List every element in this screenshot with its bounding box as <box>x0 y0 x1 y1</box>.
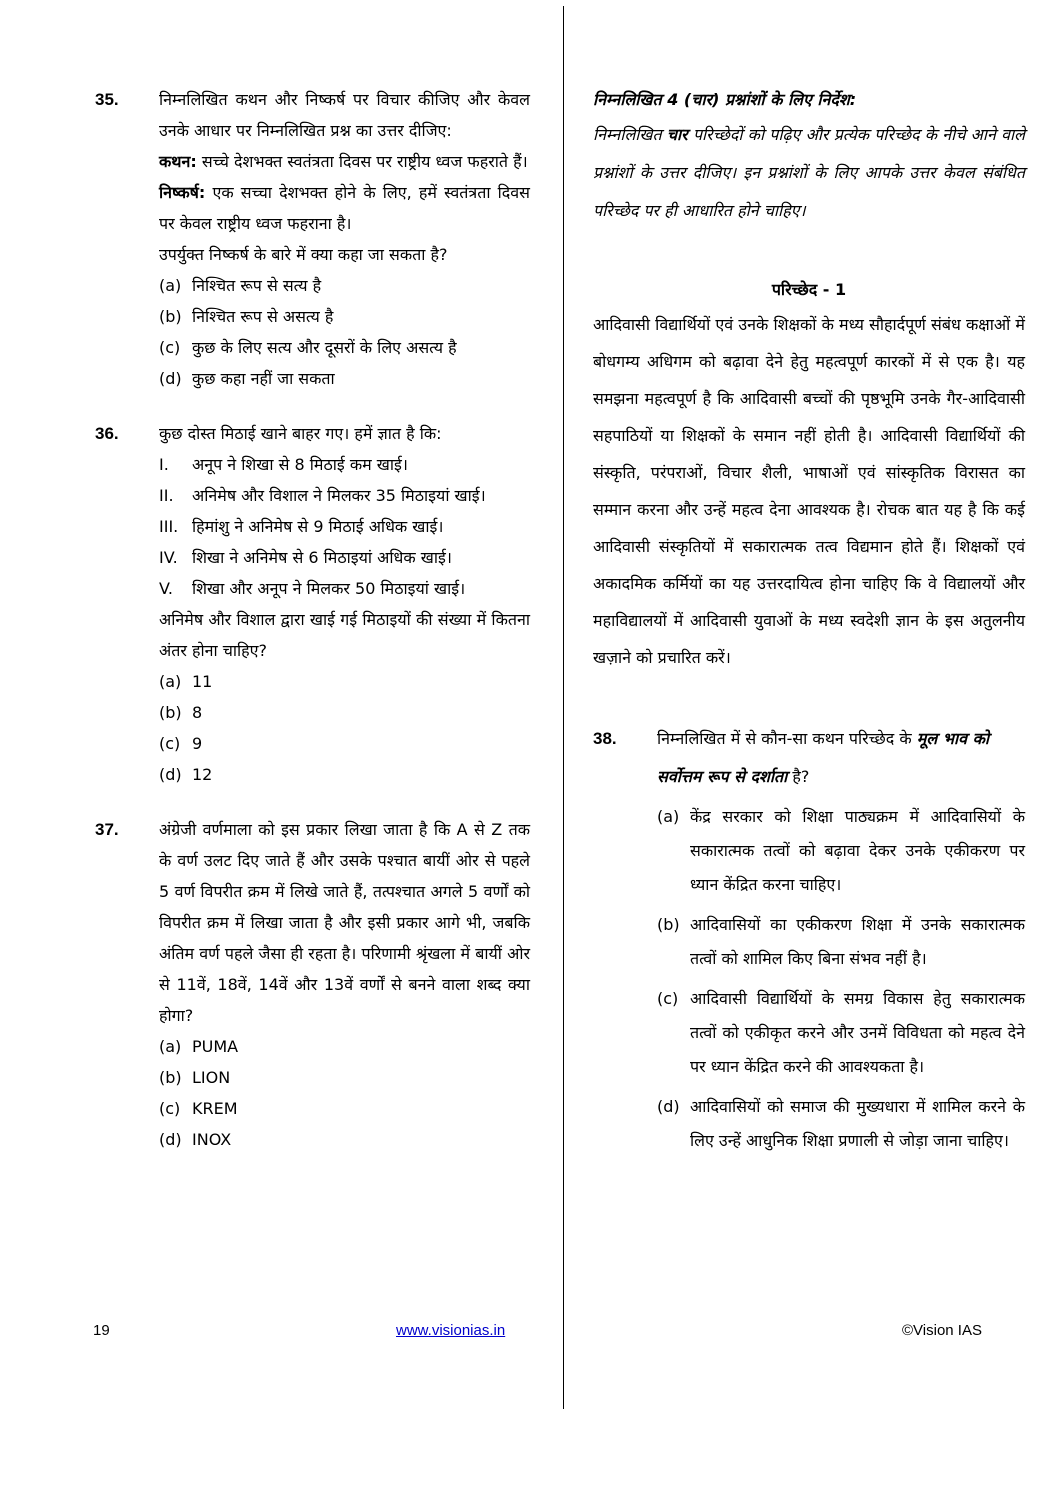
option-a[interactable] <box>159 270 530 301</box>
option-label: (b) <box>159 1068 182 1087</box>
option-text: निश्चित रूप से असत्य है <box>192 307 334 326</box>
fact-text: शिखा ने अनिमेष से 6 मिठाइयां अधिक खाई। <box>192 548 452 567</box>
option-text: केंद्र सरकार को शिक्षा पाठ्यक्रम में आदिवासियों के सकारात्मक तत्वों को बढ़ावा देकर उनके एकीकरण पर ध्यान केंद्रित करना चाहिए। <box>690 807 1025 894</box>
question-stem: अंग्रेजी वर्णमाला को इस प्रकार लिखा जाता है कि A से Z तक के वर्ण उलट दिए जाते हैं और उसके पश्चात बायीं ओर से पहले 5 वर्ण विपरीत क्रम में लिखे जाते हैं, तत्पश्चात अगले 5 वर्णों को विपरीत क्रम में लिखा जाता है और इसी प्रकार आगे भी, जबकि अंतिम वर्ण पहले जैसा ही रहता है। परिणामी श्रृंखला में बायीं ओर से 11वें, 18वें, 14वें और 13वें वर्णों से बनने वाला शब्द क्या होगा? <box>159 820 530 1025</box>
question-35 <box>95 84 530 394</box>
option-text: INOX <box>192 1130 232 1149</box>
directions-pre: निम्नलिखित <box>593 125 662 144</box>
directions-text <box>593 116 1025 230</box>
option-c[interactable] <box>159 1093 530 1124</box>
option-text: 11 <box>192 672 213 691</box>
passage-title: परिच्छेद - 1 <box>771 280 847 299</box>
directions-post: परिच्छेदों को पढ़िए और प्रत्येक परिच्छेद के नीचे आने वाले प्रश्नांशों के उत्तर दीजिए। इन प्रश्नांशों के लिए आपके उत्तर केवल संबंधित परिच्छेद पर ही आधारित होने चाहिए। <box>593 125 1026 220</box>
option-c[interactable] <box>159 728 530 759</box>
statement <box>159 146 530 177</box>
question-number: 35. <box>95 90 119 109</box>
question-38 <box>593 720 1025 1158</box>
option-text: 12 <box>192 765 213 784</box>
question-36 <box>95 418 530 790</box>
question-intro: कुछ दोस्त मिठाई खाने बाहर गए। हमें ज्ञात है कि: <box>159 424 442 443</box>
option-label: (d) <box>159 369 182 388</box>
fact-2 <box>159 480 530 511</box>
conclusion <box>159 177 530 239</box>
question-37 <box>95 814 530 1155</box>
option-label: (d) <box>159 1130 182 1149</box>
fact-text: अनूप ने शिखा से 8 मिठाई कम खाई। <box>192 455 408 474</box>
statement-label: कथन: <box>159 152 197 171</box>
fact-3 <box>159 511 530 542</box>
option-text: 8 <box>192 703 203 722</box>
directions-bold: चार <box>666 125 688 144</box>
fact-1 <box>159 449 530 480</box>
option-label: (d) <box>159 765 182 784</box>
question-number: 37. <box>95 820 119 839</box>
stem-emphasis: मूल भाव को सर्वोत्तम रूप से दर्शाता <box>657 729 990 786</box>
stem-post: है? <box>792 767 810 786</box>
option-text: LION <box>192 1068 231 1087</box>
conclusion-text: एक सच्चा देशभक्त होने के लिए, हमें स्वतंत्रता दिवस पर केवल राष्ट्रीय ध्वज फहराना है। <box>159 183 530 233</box>
option-b[interactable] <box>657 908 1025 976</box>
question-stem: उपर्युक्त निष्कर्ष के बारे में क्या कहा जा सकता है? <box>159 245 448 264</box>
option-b[interactable] <box>159 1062 530 1093</box>
fact-4 <box>159 542 530 573</box>
option-c[interactable] <box>657 982 1025 1084</box>
option-label: (a) <box>159 276 182 295</box>
option-label: (c) <box>159 734 181 753</box>
option-text: आदिवासी विद्यार्थियों के समग्र विकास हेतु सकारात्मक तत्वों को एकीकृत करने और उनमें विविधता को महत्व देने पर ध्यान केंद्रित करने की आवश्यकता है। <box>690 989 1025 1076</box>
fact-label: II. <box>159 486 174 505</box>
option-text: आदिवासियों का एकीकरण शिक्षा में उनके सकारात्मक तत्वों को शामिल किए बिना संभव नहीं है। <box>690 915 1025 968</box>
fact-label: I. <box>159 455 169 474</box>
option-label: (c) <box>159 338 181 357</box>
fact-text: हिमांशु ने अनिमेष से 9 मिठाई अधिक खाई। <box>192 517 444 536</box>
option-a[interactable] <box>159 1031 530 1062</box>
fact-text: शिखा और अनूप ने मिलकर 50 मिठाइयां खाई। <box>192 579 466 598</box>
option-label: (c) <box>159 1099 181 1118</box>
copyright: ©Vision IAS <box>902 1322 982 1339</box>
option-text: KREM <box>192 1099 238 1118</box>
right-column <box>593 84 1025 1164</box>
fact-label: IV. <box>159 548 178 567</box>
statement-text: सच्चे देशभक्त स्वतंत्रता दिवस पर राष्ट्रीय ध्वज फहराते हैं। <box>201 152 528 171</box>
option-label: (b) <box>159 307 182 326</box>
question-intro: निम्नलिखित कथन और निष्कर्ष पर विचार कीजिए और केवल उनके आधार पर निम्नलिखित प्रश्न का उत्तर दीजिए: <box>159 90 530 140</box>
website-link[interactable]: www.visionias.in <box>396 1322 506 1339</box>
option-text: निश्चित रूप से सत्य है <box>192 276 322 295</box>
stem-pre: निम्नलिखित में से कौन-सा कथन परिच्छेद के <box>657 729 912 748</box>
column-divider <box>563 6 564 1409</box>
fact-label: III. <box>159 517 179 536</box>
option-text: आदिवासियों को समाज की मुख्यधारा में शामिल करने के लिए उन्हें आधुनिक शिक्षा प्रणाली से जोड़ा जाना चाहिए। <box>690 1097 1025 1150</box>
directions-heading: निम्नलिखित 4 (चार) प्रश्नांशों के लिए निर्देश: <box>593 90 857 109</box>
option-b[interactable] <box>159 301 530 332</box>
option-label: (d) <box>657 1097 680 1116</box>
option-label: (c) <box>657 989 679 1008</box>
option-label: (a) <box>159 672 182 691</box>
option-label: (a) <box>159 1037 182 1056</box>
option-label: (a) <box>657 807 680 826</box>
option-text: कुछ के लिए सत्य और दूसरों के लिए असत्य है <box>192 338 457 357</box>
left-column <box>95 84 530 1155</box>
question-stem <box>657 720 1025 796</box>
option-d[interactable] <box>657 1090 1025 1158</box>
option-b[interactable] <box>159 697 530 728</box>
option-a[interactable] <box>657 800 1025 902</box>
conclusion-label: निष्कर्ष: <box>159 183 206 202</box>
option-d[interactable] <box>159 1124 530 1155</box>
option-text: PUMA <box>192 1037 239 1056</box>
question-stem: अनिमेष और विशाल द्वारा खाई गई मिठाइयों की संख्या में कितना अंतर होना चाहिए? <box>159 610 530 660</box>
option-text: कुछ कहा नहीं जा सकता <box>192 369 335 388</box>
option-a[interactable] <box>159 666 530 697</box>
question-number: 36. <box>95 424 119 443</box>
fact-label: V. <box>159 579 173 598</box>
page-number: 19 <box>93 1322 110 1339</box>
option-c[interactable] <box>159 332 530 363</box>
fact-text: अनिमेष और विशाल ने मिलकर 35 मिठाइयां खाई। <box>192 486 486 505</box>
fact-5 <box>159 573 530 604</box>
question-number: 38. <box>593 729 617 748</box>
option-d[interactable] <box>159 759 530 790</box>
option-d[interactable] <box>159 363 530 394</box>
passage-text: आदिवासी विद्यार्थियों एवं उनके शिक्षकों के मध्य सौहार्दपूर्ण संबंध कक्षाओं में बोधगम्य अधिगम को बढ़ावा देने हेतु महत्वपूर्ण कारकों में से एक है। यह समझना महत्वपूर्ण है कि आदिवासी बच्चों की पृष्ठभूमि उनके गैर-आदिवासी सहपाठियों या शिक्षकों के समान नहीं होती है। आदिवासी विद्यार्थियों की संस्कृति, परंपराओं, विचार शैली, भाषाओं एवं सांस्कृतिक विरासत का सम्मान करना और उन्हें महत्व देना आवश्यक है। रोचक बात यह है कि कई आदिवासी संस्कृतियों में सकारात्मक तत्व विद्यमान होते हैं। शिक्षकों एवं अकादमिक कर्मियों का यह उत्तरदायित्व होना चाहिए कि वे विद्यालयों और महाविद्यालयों में आदिवासी युवाओं के मध्य स्वदेशी ज्ञान के इस अतुलनीय खज़ाने को प्रचारित करें। <box>593 315 1025 667</box>
option-label: (b) <box>159 703 182 722</box>
option-label: (b) <box>657 915 680 934</box>
option-text: 9 <box>192 734 203 753</box>
